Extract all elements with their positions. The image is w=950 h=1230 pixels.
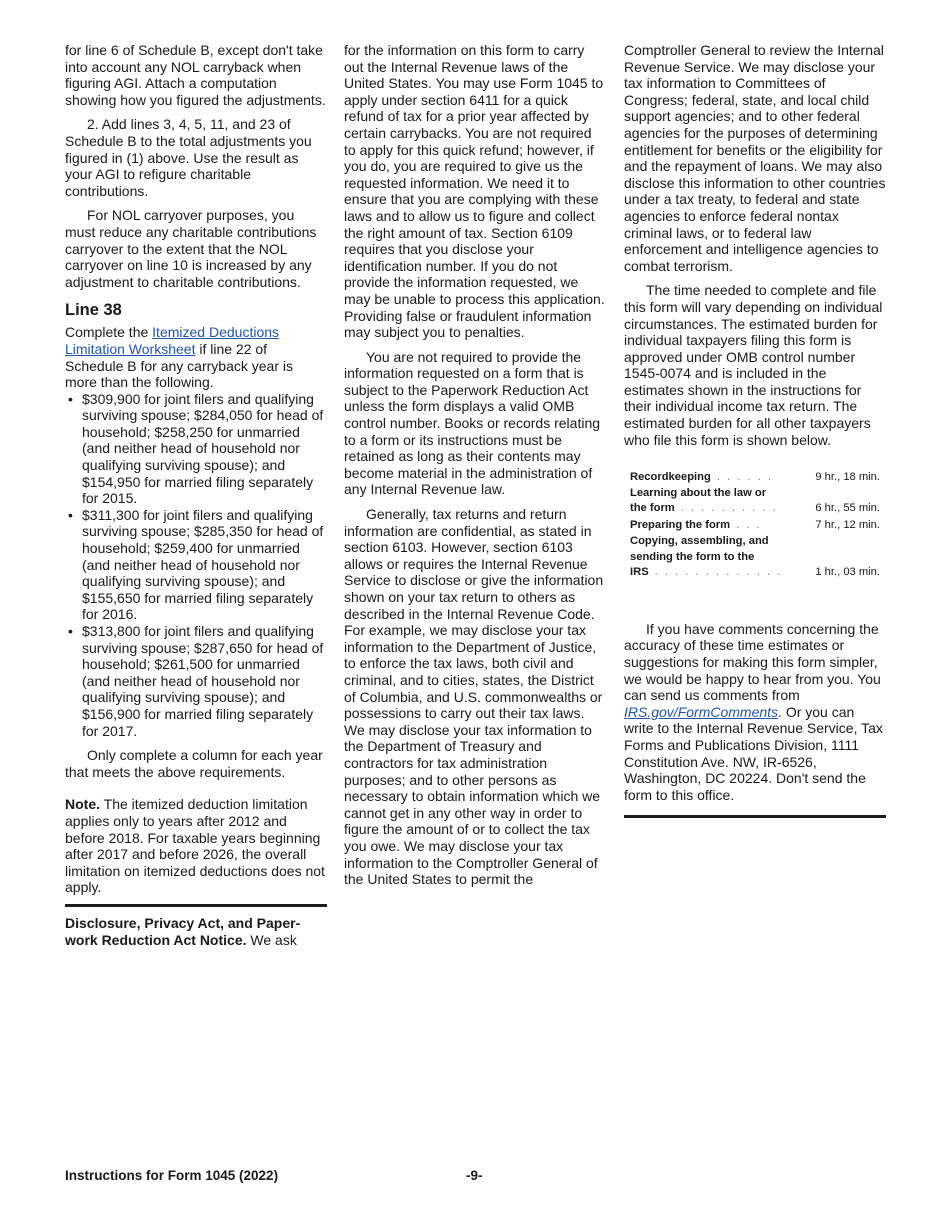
label-text: Recordkeeping [630, 471, 711, 484]
row-label [630, 486, 766, 502]
disclosure-text: We ask [246, 931, 297, 948]
row-value: 6 hr., 55 min. [815, 502, 880, 515]
label-text: sending the form to the [630, 550, 755, 563]
form-comments-link[interactable]: IRS.gov/FormComments [624, 703, 779, 720]
text: if line 22 of Schedule B for any carryback year is more than the following. [65, 340, 293, 391]
column-1 [65, 42, 327, 956]
row-value: 7 hr., 12 min. [815, 518, 880, 531]
leader-dots: . . . [736, 518, 762, 531]
note-paragraph [65, 796, 327, 896]
row-label [630, 470, 773, 486]
paragraph: for the information on this form to carry out the Internal Revenue laws of the United States. You may use Form 1045 to apply under section 6411 for a quick refund of tax for a prior year affected by certain carrybacks. You are not required to apply for this quick refund; however, if you do, you are required to give us the requested information. We need it to ensure that you are complying with these laws and to allow us to figure and collect the right amount of tax. Section 6109 requires that you disclose your identification number. If you do not provide the information requested, we may be unable to process this application. Providing false or fraudulent information may subject you to penalties. [344, 42, 605, 341]
table-row [630, 550, 880, 566]
disclosure-heading: Disclosure, Privacy Act, and Paper-work Reduction Act Notice. [65, 914, 301, 948]
table-row [630, 470, 880, 486]
leader-dots: . . . . . . . . . . . . . [654, 566, 783, 579]
comments-paragraph [624, 621, 886, 804]
leader-dots: . . . . . . [716, 471, 774, 484]
paragraph: The time needed to complete and file this form will vary depending on individual circumstances. The estimated burden for individual taxpayers filing this form is approved under OMB control number 1545-0074 and is included in the estimates shown in the instructions for their individual income tax return. The estimated burden for all other taxpayers who file this form is shown below. [624, 282, 883, 448]
itemized-deductions-worksheet-link[interactable]: Itemized Deductions Limitation Worksheet [65, 324, 280, 357]
table-row [630, 501, 880, 517]
note-text: The itemized deduction limitation applies only to years after 2012 and before 2018. For taxable years beginning after 2017 and before 2026, the overall limitation on itemized deductions does not apply. [65, 796, 325, 896]
table-row [630, 486, 880, 502]
section-heading-line-38: Line 38 [65, 301, 122, 320]
text: If you have comments concerning the accuracy of these time estimates or suggestions for making this form simpler, we would be happy to hear from you. You can send us comments from [624, 620, 881, 704]
table-row [630, 534, 880, 550]
paragraph: You are not required to provide the information requested on a form that is subject to the Paperwork Reduction Act unless the form displays a valid OMB control number. Books or records relating to a form or its instructions must be retained as long as their contents may become material in the administration of any Internal Revenue law. [344, 348, 601, 498]
table-row [630, 565, 880, 581]
row-label [630, 550, 754, 566]
line38-intro [65, 324, 327, 390]
page-number: -9- [466, 1168, 483, 1183]
table-row [630, 518, 880, 534]
label-text: the form [630, 502, 675, 515]
column-3 [624, 42, 886, 826]
row-label [630, 534, 769, 550]
row-label [630, 501, 778, 517]
paragraph: Generally, tax returns and return information are confidential, as stated in section 6103. However, section 6103 allows or requires the Internal Revenue Service to disclose or give the information shown on your tax return to others as described in the Internal Revenue Code. For example, we may disclose your tax information to the Department of Justice, to enforce the tax laws, both civil and criminal, and to cities, states, the District of Columbia, and U.S. commonwealths or possessions to carry out their tax laws. We may disclose your tax information to the Department of Treasury and contractors for tax administration purposes; and to other persons as necessary to obtain information which we cannot get in any other way in order to figure the amount of or to collect the tax you owe. We may disclose your tax information to the Comptroller General of the United States to permit the [344, 506, 604, 888]
bullet-item: • $313,800 for joint filers and qualifying surviving spouse; $287,650 for head of household; $261,500 for unmarried (and neither head of household nor qualifying surviving spouse); and $156,900 for married filing separately for 2017. [65, 623, 327, 739]
row-label [630, 518, 762, 534]
paragraph: 2. Add lines 3, 4, 5, 11, and 23 of Schedule B to the total adjustments you figured in (1) above. Use the result as your AGI to refigure charitable contributions. [65, 116, 312, 199]
leader-dots: . . . . . . . . . . [680, 502, 778, 515]
text: . Or you can write to the Internal Revenue Service, Tax Forms and Publications Division, 1111 Constitution Ave. NW, IR-6526, Washington, DC 20224. Don't send the form to this office. [624, 703, 883, 803]
bullet-item: • $309,900 for joint filers and qualifying surviving spouse; $284,050 for head of household; $258,250 for unmarried (and neither head of household nor qualifying surviving spouse); and $154,950 for married filing separately for 2015. [65, 391, 327, 507]
footer-form-title: Instructions for Form 1045 (2022) [65, 1168, 279, 1183]
bullet-item: • $311,300 for joint filers and qualifying surviving spouse; $285,350 for head of household; $259,400 for unmarried (and neither head of household nor qualifying surviving spouse); and $155,650 for married filing separately for 2016. [65, 507, 327, 623]
label-text: Learning about the law or [630, 486, 767, 499]
paragraph: Comptroller General to review the Internal Revenue Service. We may disclose your tax information to Committees of Congress; federal, state, and local child support agencies; and to other federal agencies for the purposes of determining entitlement for benefits or the eligibility for and the repayment of loans. We may also disclose this information to other countries under a tax treaty, to federal and state agencies to enforce federal nontax criminal laws, or to federal law enforcement and intelligence agencies to combat terrorism. [624, 42, 886, 274]
label-text: IRS [630, 566, 649, 579]
paragraph: Only complete a column for each year that meets the above requirements. [65, 747, 323, 780]
divider-rule [65, 904, 327, 907]
disclosure-paragraph [65, 915, 327, 948]
text: Complete the [65, 324, 153, 341]
row-value: 1 hr., 03 min. [815, 566, 880, 579]
burden-table [630, 470, 880, 581]
column-2 [344, 42, 606, 896]
label-text: Copying, assembling, and [630, 535, 769, 548]
divider-rule [624, 815, 886, 818]
label-text: Preparing the form [630, 518, 731, 531]
note-label: Note. [65, 796, 100, 813]
row-value: 9 hr., 18 min. [815, 471, 880, 484]
paragraph: for line 6 of Schedule B, except don't take into account any NOL carryback when figuring AGI. Attach a computation showing how you figured the adjustments. [65, 42, 326, 108]
paragraph: For NOL carryover purposes, you must reduce any charitable contributions carryover to the extent that the NOL carryover on line 10 is increased by any adjustment to charitable contributions. [65, 207, 317, 290]
row-label [630, 565, 782, 581]
